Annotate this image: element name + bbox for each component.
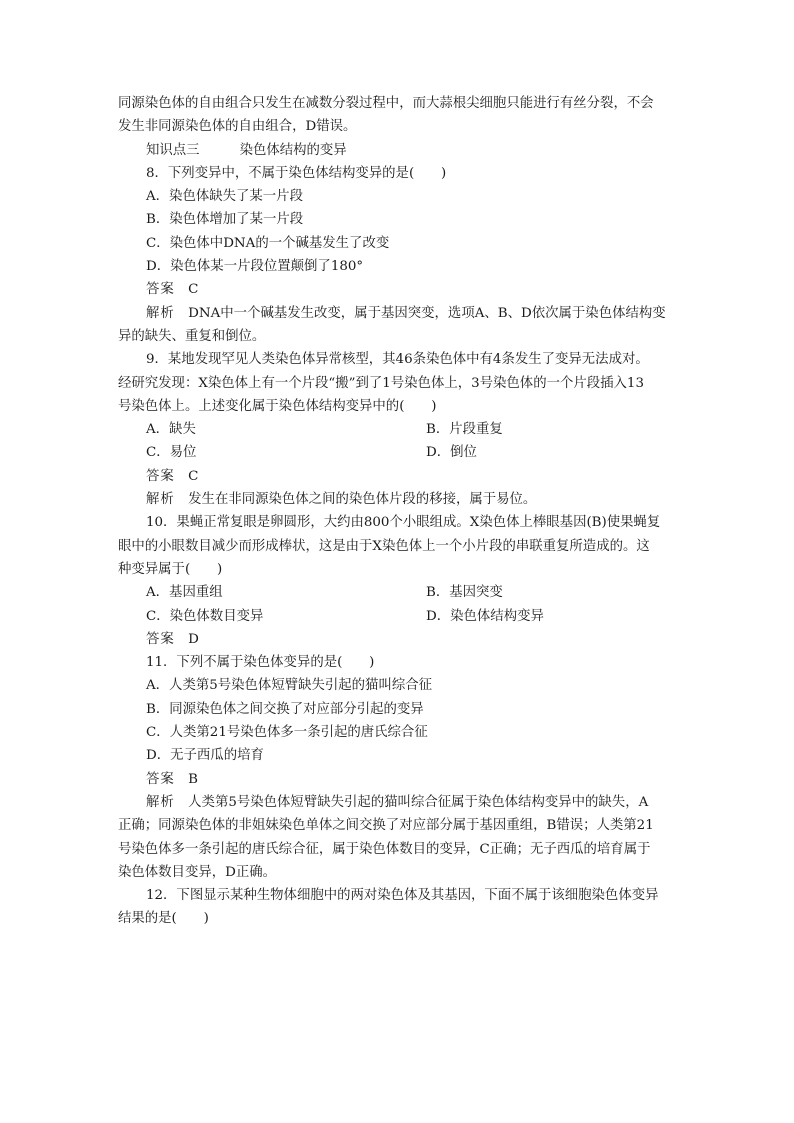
q8-stem: 8．下列变异中，不属于染色体结构变异的是( ): [146, 165, 447, 181]
q8-option-d: D．染色体某一片段位置颠倒了180°: [146, 259, 364, 275]
intro-line-2: 发生非同源染色体的自由组合，D错误。: [118, 119, 357, 135]
q11-option-d: D．无子西瓜的培育: [146, 748, 264, 764]
answer-value: D: [188, 631, 199, 647]
q10-options-row-2: [118, 605, 678, 628]
q11-stem: 11．下列不属于染色体变异的是( ): [146, 655, 375, 671]
q11-analysis-line-3: 号染色体多一条引起的唐氏综合征，属于染色体数目的变异，C正确；无子西瓜的培育属于: [118, 841, 651, 857]
q9-analysis: [118, 488, 678, 511]
q9-stem-line-3: 号染色体上。上述变化属于染色体结构变异中的( ): [118, 398, 437, 414]
answer-label: 答案: [146, 771, 175, 787]
q10-stem-line-1: 10．果蝇正常复眼是卵圆形，大约由800个小眼组成。X染色体上棒眼基因(B)使果蝇复: [146, 515, 661, 531]
answer-value: C: [188, 282, 199, 298]
q9-stem-line-1: 9．某地发现罕见人类染色体异常核型，其46条染色体中有4条发生了变异无法成对。: [146, 352, 649, 368]
q8-option-b: B．染色体增加了某一片段: [146, 212, 304, 228]
q8-analysis-line-1: [118, 302, 678, 325]
answer-label: 答案: [146, 468, 175, 484]
q9-option-c: C．易位: [146, 445, 197, 461]
q10-stem-line-2: 眼中的小眼数目减少而形成棒状，这是由于X染色体上一个小片段的串联重复所造成的。这: [118, 538, 650, 554]
answer-label: 答案: [146, 282, 175, 298]
q9-options-row-1: [118, 418, 678, 441]
q8-option-a: A．染色体缺失了某一片段: [146, 189, 303, 205]
analysis-text: DNA中一个碱基发生改变，属于基因突变，选项A、B、D依次属于染色体结构变: [188, 305, 666, 321]
document-content: [118, 92, 678, 931]
q11-option-b: B．同源染色体之间交换了对应部分引起的变异: [146, 701, 424, 717]
analysis-label: 解析: [146, 492, 175, 508]
q12-stem-line-1: 12．下图显示某种生物体细胞中的两对染色体及其基因，下面不属于该细胞染色体变异: [146, 888, 659, 904]
section-heading: [118, 139, 678, 162]
q9-option-d: D．倒位: [426, 445, 477, 461]
section-label: 知识点三: [146, 142, 200, 158]
analysis-label: 解析: [146, 305, 175, 321]
q10-answer: [118, 628, 678, 651]
q9-option-a: A．缺失: [146, 422, 196, 438]
q11-option-c: C．人类第21号染色体多一条引起的唐氏综合征: [146, 725, 428, 741]
q8-answer: [118, 278, 678, 301]
q12-stem-line-2: 结果的是( ): [118, 911, 209, 927]
answer-label: 答案: [146, 631, 175, 647]
q9-options-row-2: [118, 441, 678, 464]
q10-stem-line-3: 种变异属于( ): [118, 561, 223, 577]
q11-analysis-line-4: 染色体数目变异，D正确。: [118, 864, 277, 880]
q10-option-d: D．染色体结构变异: [426, 608, 544, 624]
section-title: 染色体结构的变异: [239, 142, 347, 158]
analysis-label: 解析: [146, 794, 175, 810]
q10-option-c: C．染色体数目变异: [146, 608, 264, 624]
analysis-text: 人类第5号染色体短臂缺失引起的猫叫综合征属于染色体结构变异中的缺失，A: [188, 794, 649, 810]
q10-option-a: A．基因重组: [146, 585, 223, 601]
analysis-text: 发生在非同源染色体之间的染色体片段的移接，属于易位。: [188, 492, 537, 508]
q10-options-row-1: [118, 581, 678, 604]
q11-analysis-line-2: 正确；同源染色体的非姐妹染色单体之间交换了对应部分属于基因重组，B错误；人类第21: [118, 818, 654, 834]
q9-option-b: B．片段重复: [426, 422, 503, 438]
q9-answer: [118, 465, 678, 488]
answer-value: C: [188, 468, 199, 484]
q11-option-a: A．人类第5号染色体短臂缺失引起的猫叫综合征: [146, 678, 433, 694]
q11-answer: [118, 768, 678, 791]
q8-option-c: C．染色体中DNA的一个碱基发生了改变: [146, 235, 390, 251]
q8-analysis-line-2: 异的缺失、重复和倒位。: [118, 328, 266, 344]
answer-value: B: [188, 771, 199, 787]
q11-analysis-line-1: [118, 791, 678, 814]
q9-stem-line-2: 经研究发现：X染色体上有一个片段“搬”到了1号染色体上，3号染色体的一个片段插入13: [118, 375, 644, 391]
intro-line-1: 同源染色体的自由组合只发生在减数分裂过程中，而大蒜根尖细胞只能进行有丝分裂，不会: [118, 96, 654, 111]
q10-option-b: B．基因突变: [426, 585, 503, 601]
